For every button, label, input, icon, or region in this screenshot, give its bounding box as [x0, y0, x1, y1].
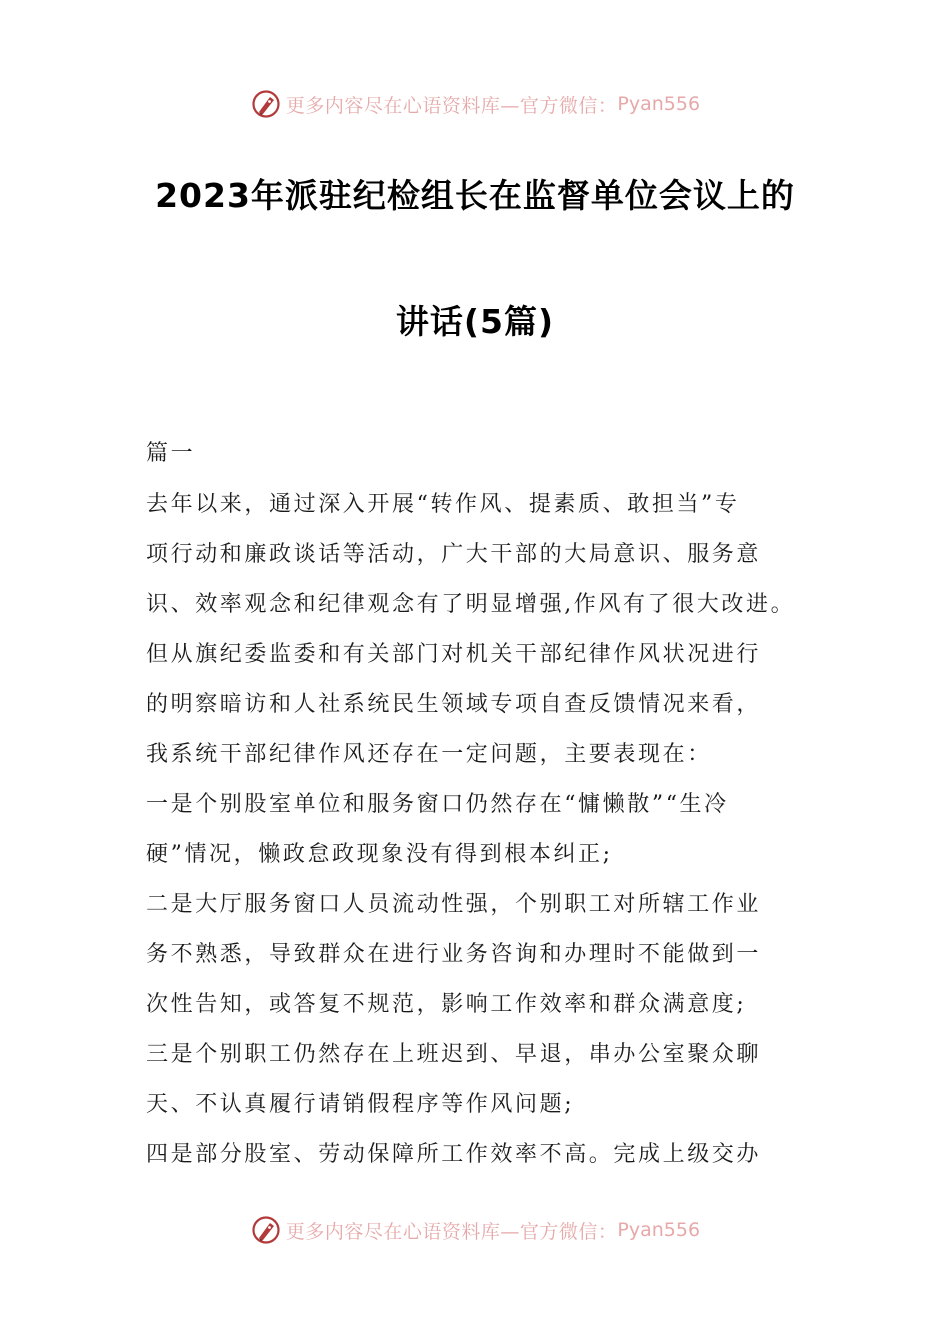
paragraph-line: 一是个别股室单位和服务窗口仍然存在“慵懒散”“生冷: [146, 792, 729, 817]
paragraph-line: 三是个别职工仍然存在上班迟到、早退，串办公室聚众聊: [146, 1042, 762, 1067]
paragraph-line: 务不熟悉，导致群众在进行业务咨询和办理时不能做到一: [146, 942, 762, 967]
watermark-footer: [0, 1210, 950, 1250]
paragraph-line: 硬”情况，懒政怠政现象没有得到根本纠正;: [146, 842, 613, 867]
watermark-wechat-id: Pyan556: [617, 93, 701, 115]
paragraph-line: 项行动和廉政谈话等活动，广大干部的大局意识、服务意: [146, 542, 762, 567]
watermark-text: 更多内容尽在心语资料库—官方微信：: [285, 94, 618, 117]
paragraph-line: 的明察暗访和人社系统民生领域专项自查反馈情况来看，: [146, 692, 762, 717]
paragraph-line: 我系统干部纪律作风还存在一定问题，主要表现在：: [146, 742, 712, 767]
pen-nib-icon: [250, 88, 282, 120]
document-title-line-1: 2023年派驻纪检组长在监督单位会议上的: [155, 176, 795, 215]
pen-nib-icon: [250, 1214, 282, 1246]
watermark-text: 更多内容尽在心语资料库—官方微信：: [285, 1220, 618, 1243]
section-heading: 篇一: [146, 441, 196, 466]
paragraph-line: 四是部分股室、劳动保障所工作效率不高。完成上级交办: [146, 1142, 762, 1167]
watermark-wechat-id: Pyan556: [617, 1219, 701, 1241]
paragraph-line: 天、不认真履行请销假程序等作风问题;: [146, 1092, 575, 1117]
paragraph-line: 识、效率观念和纪律观念有了明显增强,作风有了很大改进。: [146, 592, 796, 617]
paragraph-line: 二是大厅服务窗口人员流动性强，个别职工对所辖工作业: [146, 892, 762, 917]
paragraph-line: 但从旗纪委监委和有关部门对机关干部纪律作风状况进行: [146, 642, 762, 667]
watermark-header: [0, 84, 950, 124]
document-title-line-2: 讲话(5篇): [395, 302, 555, 341]
paragraph-line: 次性告知，或答复不规范，影响工作效率和群众满意度;: [146, 992, 747, 1017]
paragraph-line: 去年以来，通过深入开展“转作风、提素质、敢担当”专: [146, 492, 740, 517]
